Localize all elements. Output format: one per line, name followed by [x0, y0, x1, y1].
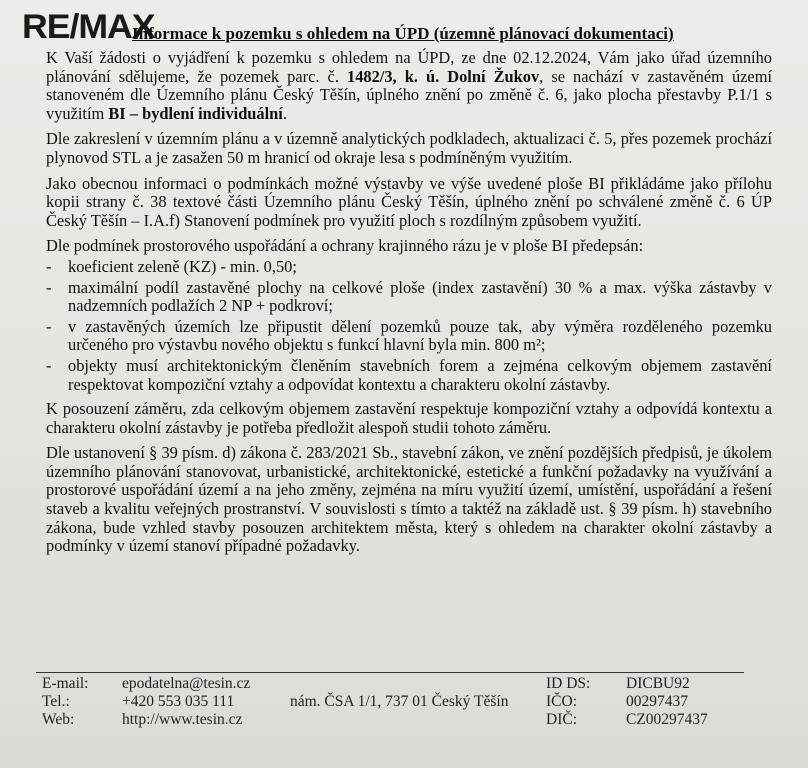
condition-item: - maximální podíl zastavěné plochy na celkové ploše (index zastavění) 30 % a max. výška zástavby v nadzemních podlažích 2 NP + podkroví; — [46, 279, 772, 316]
data-box-value: DICBU92 — [626, 675, 690, 692]
footer-divider — [36, 672, 744, 673]
remax-logo: RE/MAX — [22, 8, 155, 46]
paragraph-request-text-cont: , se nachází v zastavěném území stanoveném dle Územního plánu Český Těšín, úplného znění po změně č. 6, jako plocha přestavby P.1/1 s využitím — [46, 66, 772, 123]
condition-item: - objekty musí architektonickým členěním stavebních forem a zejména celkovým objemem zastavění respektovat kompoziční vztahy a odpovídat kontextu a charakteru okolní zástavby. — [46, 357, 772, 394]
letter-body — [46, 49, 772, 563]
footer-contact-labels — [42, 675, 89, 729]
paragraph-gas-pipeline: Dle zakreslení v územním plánu a v územně analytických podkladech, aktualizaci č. 5, přes pozemek prochází plynovod STL a je zasažen 50 m hranicí od okraje lesa s podmíněným využitím. — [46, 129, 772, 167]
parcel-number: 1482/3, k. ú. Dolní Žukov — [347, 66, 540, 86]
paragraph-legal-basis: Dle ustanovení § 39 písm. d) zákona č. 283/2021 Sb., stavební zákon, ve znění pozdějších předpisů, je úkolem územního plánování stanovovat, urbanistické, architektonické, estetické a funkční požadavky na využívání a prostorové uspořádání území a na jeho změny, zejména na míru využití území, umístění, uspořádání a řešení staveb a kvalitu veřejných prostranství. V souvislosti s tímto a taktéž na základě ust. § 39 písm. h) stavebního zákona, bude vzhled stavby posouzen architektem města, který s ohledem na charakter okolní zástavby a podmínky v území stanoví případné požadavky. — [46, 443, 772, 556]
web-value[interactable]: http://www.tesin.cz — [122, 711, 243, 728]
condition-item: - v zastavěných územích lze připustit dělení pozemků pouze tak, aby výměra rozděleného pozemku určeného pro výstavbu nového objektu s funkcí hlavní byla min. 800 m²; — [46, 318, 772, 355]
paragraph-request-end: . — [282, 103, 287, 123]
paragraph-request-text: K Vaší žádosti o vyjádření k pozemku s ohledem na ÚPD, ze dne 02.12.2024, Vám jako úřad územního plánování sdělujeme, že pozemek parc. č. — [46, 48, 772, 86]
paragraph-conditions-intro: Dle podmínek prostorového uspořádání a ochrany krajinného rázu je v ploše BI předepsán: — [46, 236, 644, 256]
paragraph-study-requirement: K posouzení záměru, zda celkovým objemem zastavění respektuje kompoziční vztahy a odpovídá kontextu a charakteru okolní zástavby je potřeba předložit alespoň studii tohoto záměru. — [46, 399, 772, 437]
footer-contact-values — [122, 675, 250, 729]
web-label: Web: — [42, 711, 75, 728]
footer-id-values — [626, 675, 708, 729]
data-box-label: ID DS: — [546, 675, 591, 692]
phone-value: +420 553 035 111 — [122, 693, 235, 710]
document-heading: Informace k pozemku s ohledem na ÚPD (územně plánovací dokumentaci) — [132, 24, 674, 43]
ico-label: IČO: — [546, 693, 577, 710]
phone-label: Tel.: — [42, 693, 70, 710]
ico-value: 00297437 — [626, 693, 688, 710]
footer-address: nám. ČSA 1/1, 737 01 Český Těšín — [290, 693, 509, 710]
footer-id-labels — [546, 675, 590, 729]
paragraph-attachment: Jako obecnou informaci o podmínkách možné výstavby ve výše uvedené ploše BI přikládáme jako přílohu kopii strany č. 38 textové části Územního plánu Český Těšín, úplného znění po schválené změně č. 6 ÚP Český Těšín – I.A.f) Stanovení podmínek pro využití ploch s rozdílným způsobem využití. — [46, 173, 772, 230]
condition-item: - koeficient zeleně (KZ) - min. 0,50; — [46, 258, 772, 277]
email-label: E-mail: — [42, 675, 89, 692]
paragraph-request — [46, 49, 772, 123]
conditions-list — [46, 258, 772, 394]
email-value[interactable]: epodatelna@tesin.cz — [122, 675, 251, 692]
dic-value: CZ00297437 — [626, 711, 708, 728]
land-use-type: BI – bydlení individuální — [108, 103, 283, 123]
dic-label: DIČ: — [546, 711, 577, 728]
